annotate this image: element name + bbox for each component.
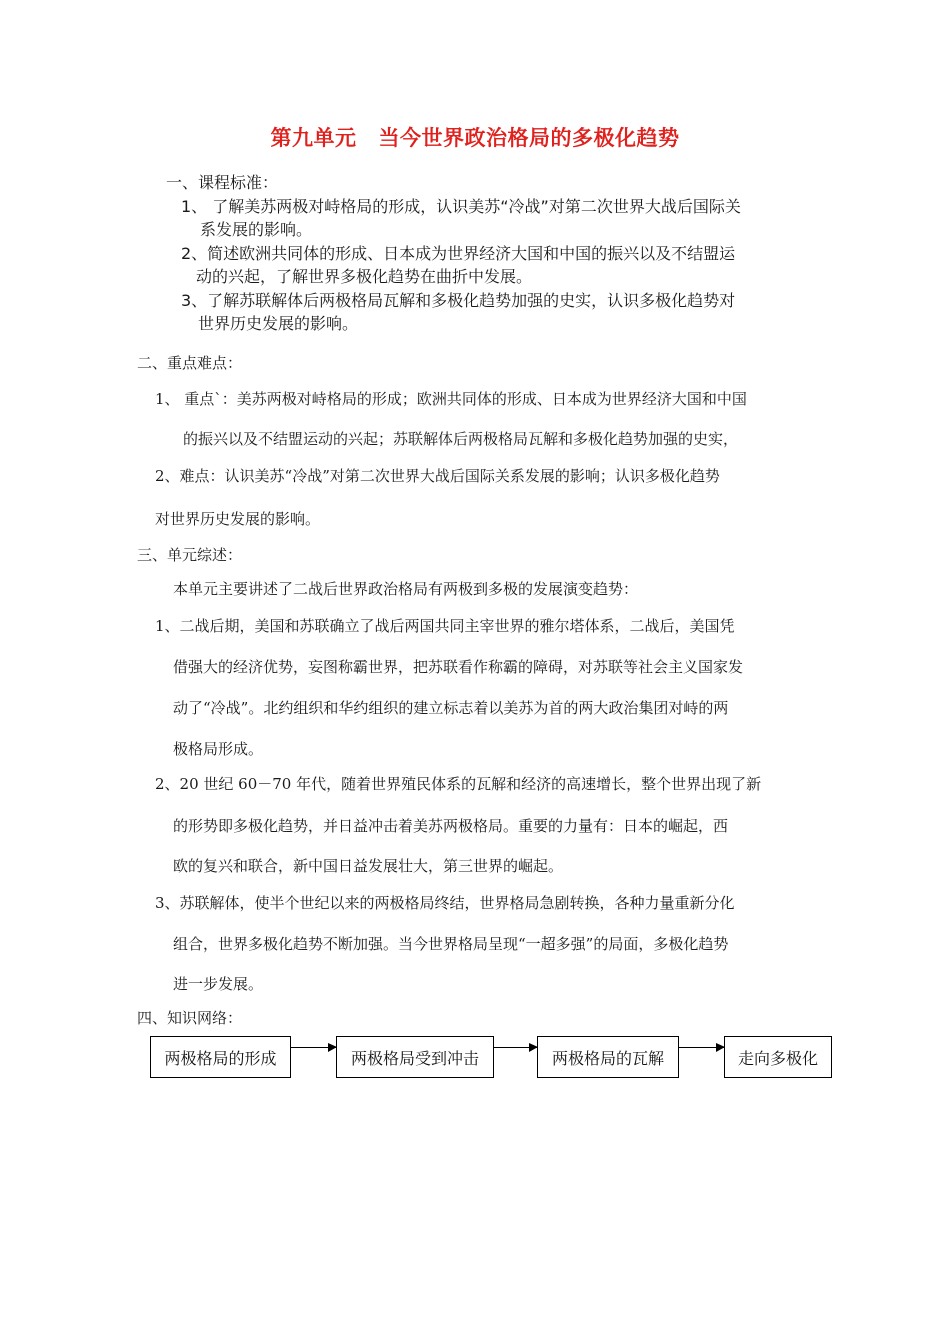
summary-p1-line1: 1、二战后期，美国和苏联确立了战后两国共同主宰世界的雅尔塔体系，二战后，美国凭: [155, 617, 735, 635]
standard-3-line1: 3、了解苏联解体后两极格局瓦解和多极化趋势加强的史实，认识多极化趋势对: [181, 291, 736, 310]
summary-p1-line3: 动了“冷战”。北约组织和华约组织的建立标志着以美苏为首的两大政治集团对峙的两: [173, 699, 729, 717]
summary-p1-line2: 借强大的经济优势，妄图称霸世界，把苏联看作称霸的障碍，对苏联等社会主义国家发: [173, 658, 744, 676]
network-node-label: 两极格局的瓦解: [551, 1048, 664, 1068]
network-node-impact: [336, 1036, 494, 1078]
key-point-line2: 的振兴以及不结盟运动的兴起；苏联解体后两极格局瓦解和多极化趋势加强的史实，: [183, 430, 739, 448]
network-node-collapse: [537, 1036, 679, 1078]
key-point-line1: 1、 重点`：美苏两极对峙格局的形成；欧洲共同体的形成、日本成为世界经济大国和中国: [155, 390, 747, 408]
network-node-formation: [150, 1036, 291, 1078]
section1-heading: 一、课程标准：: [166, 173, 279, 192]
network-node-multipolar: [724, 1036, 832, 1078]
arrow-right-icon: [494, 1047, 537, 1048]
summary-p1-line4: 极格局形成。: [173, 740, 264, 758]
section3-heading: 三、单元综述：: [137, 546, 243, 564]
standard-2-line1: 2、简述欧洲共同体的形成、日本成为世界经济大国和中国的振兴以及不结盟运: [181, 244, 736, 263]
standard-2-line2: 动的兴起，了解世界多极化趋势在曲折中发展。: [196, 267, 533, 286]
network-node-label: 走向多极化: [737, 1048, 818, 1068]
difficulty-line2: 对世界历史发展的影响。: [155, 510, 321, 528]
standard-1-line2: 系发展的影响。: [200, 220, 313, 239]
summary-p3-line1: 3、苏联解体，使半个世纪以来的两极格局终结，世界格局急剧转换，各种力量重新分化: [155, 894, 735, 912]
standard-1-line1: 1、 了解美苏两极对峙格局的形成，认识美苏“冷战”对第二次世界大战后国际关: [181, 197, 741, 216]
summary-p2-line3: 欧的复兴和联合，新中国日益发展壮大，第三世界的崛起。: [173, 857, 564, 875]
title-topic: 当今世界政治格局的多极化趋势: [378, 126, 680, 150]
page-title: [0, 122, 950, 152]
standard-3-line2: 世界历史发展的影响。: [198, 314, 359, 333]
network-node-label: 两极格局的形成: [164, 1048, 277, 1068]
network-node-label: 两极格局受到冲击: [350, 1048, 479, 1068]
summary-p2-line1: 2、20 世纪 60－70 年代，随着世界殖民体系的瓦解和经济的高速增长，整个世界出现了新: [155, 775, 762, 793]
summary-p2-line2: 的形势即多极化趋势，并日益冲击着美苏两极格局。重要的力量有：日本的崛起，西: [173, 817, 729, 835]
title-unit: 第九单元: [270, 126, 357, 150]
section4-heading: 四、知识网络：: [137, 1009, 243, 1027]
difficulty-line1: 2、难点：认识美苏“冷战”对第二次世界大战后国际关系发展的影响；认识多极化趋势: [155, 467, 720, 485]
arrow-right-icon: [679, 1047, 724, 1048]
arrow-right-icon: [291, 1047, 336, 1048]
section2-heading: 二、重点难点：: [137, 354, 243, 372]
summary-intro: 本单元主要讲述了二战后世界政治格局有两极到多极的发展演变趋势：: [173, 580, 639, 598]
summary-p3-line3: 进一步发展。: [173, 975, 264, 993]
summary-p3-line2: 组合，世界多极化趋势不断加强。当今世界格局呈现“一超多强”的局面，多极化趋势: [173, 935, 729, 953]
